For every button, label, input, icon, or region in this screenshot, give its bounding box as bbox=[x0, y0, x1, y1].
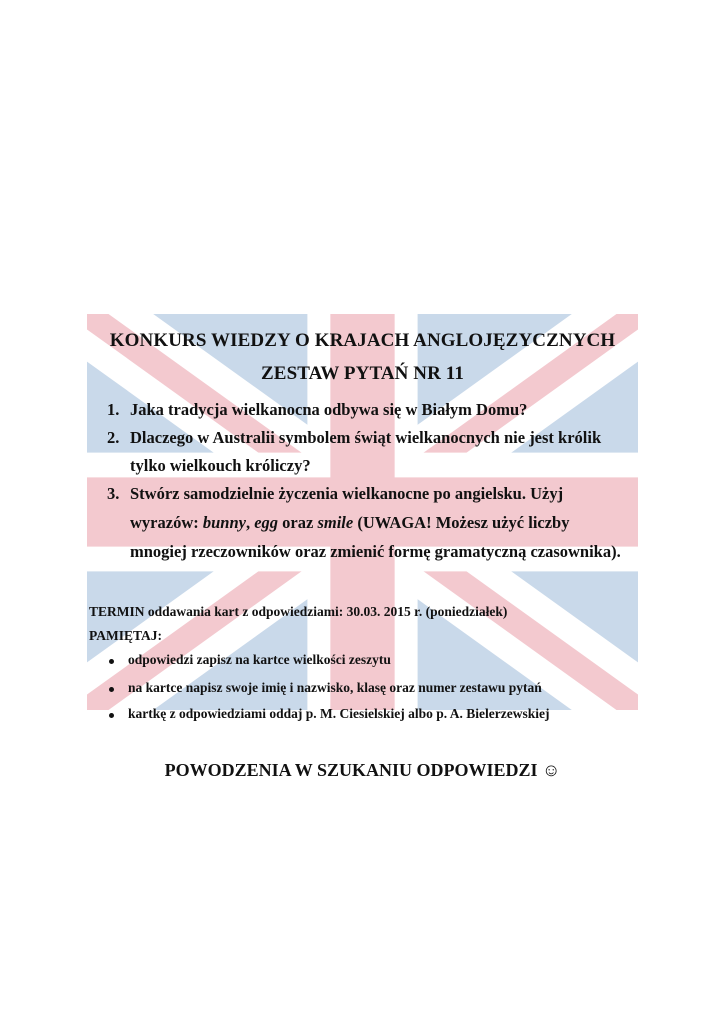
bullet-item-2: na kartce napisz swoje imię i nazwisko, klasę oraz numer zestawu pytań bbox=[128, 680, 542, 695]
question-3-line-2: wyrazów: bunny, egg oraz smile (UWAGA! Możesz użyć liczby bbox=[130, 513, 570, 532]
question-3-number: 3. bbox=[107, 484, 120, 503]
question-2-line-2: tylko wielkouch króliczy? bbox=[130, 456, 311, 475]
question-3-line-1: Stwórz samodzielnie życzenia wielkanocne po angielsku. Użyj bbox=[130, 484, 564, 503]
deadline-text: TERMIN oddawania kart z odpowiedziami: 30.03. 2015 r. (poniedziałek) bbox=[89, 604, 508, 619]
question-1-text: Jaka tradycja wielkanocna odbywa się w Białym Domu? bbox=[130, 400, 528, 419]
closing-message: POWODZENIA W SZUKANIU ODPOWIEDZI ☺ bbox=[164, 760, 561, 780]
bullet-dot bbox=[109, 713, 114, 718]
title-line-1: KONKURS WIEDZY O KRAJACH ANGLOJĘZYCZNYCH bbox=[109, 330, 616, 351]
title-line-2: ZESTAW PYTAŃ NR 11 bbox=[261, 363, 464, 384]
bullet-item-1: odpowiedzi zapisz na kartce wielkości zeszytu bbox=[128, 652, 391, 667]
question-2-line-1: Dlaczego w Australii symbolem świąt wielkanocnych nie jest królik bbox=[130, 428, 602, 447]
bullet-dot bbox=[109, 659, 114, 664]
bullet-dot bbox=[109, 687, 114, 692]
remember-heading: PAMIĘTAJ: bbox=[89, 628, 162, 643]
bullet-item-3: kartkę z odpowiedziami oddaj p. M. Ciesielskiej albo p. A. Bielerzewskiej bbox=[128, 706, 550, 721]
question-1-number: 1. bbox=[107, 400, 120, 419]
question-3-line-3: mnogiej rzeczowników oraz zmienić formę gramatyczną czasownika). bbox=[130, 542, 621, 561]
question-2-number: 2. bbox=[107, 428, 120, 447]
